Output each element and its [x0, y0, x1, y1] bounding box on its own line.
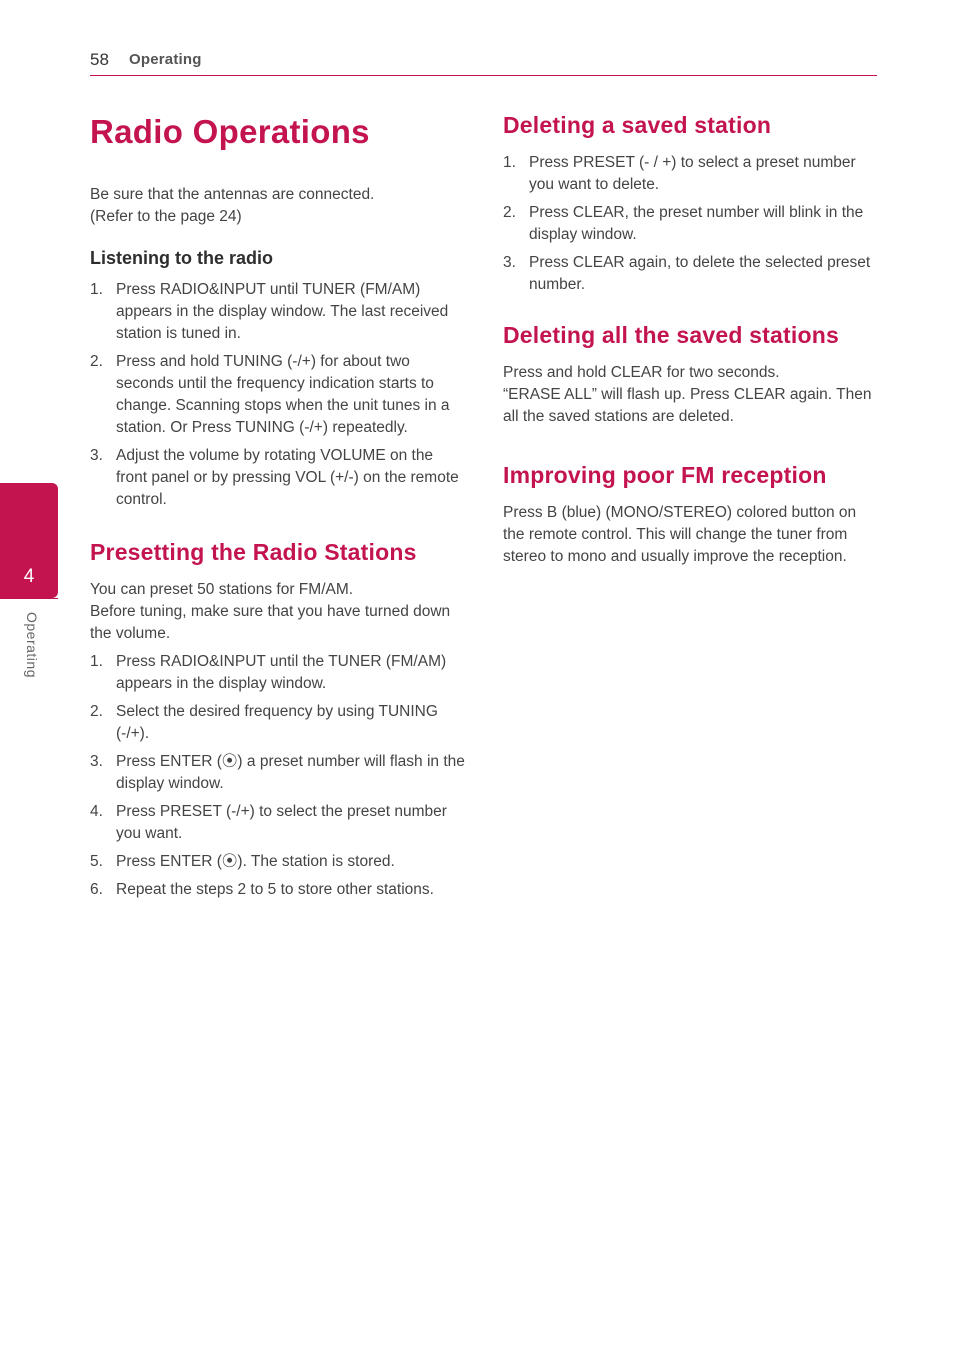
intro-line: Be sure that the antennas are connected. — [90, 186, 375, 203]
list-item: 1. Press RADIO&INPUT until the TUNER (FM/AM) appears in the display window. — [90, 653, 447, 692]
intro-line: (Refer to the page 24) — [90, 208, 242, 225]
chapter-number: 4 — [23, 566, 35, 587]
list-item: 1. Press PRESET (- / +) to select a preset number you want to delete. — [503, 154, 856, 193]
deleting-all-line: “ERASE ALL” will flash up. Press CLEAR again. Then all the saved stations are deleted. — [503, 386, 872, 425]
deleting-all-heading: Deleting all the saved stations — [503, 322, 839, 348]
presetting-heading: Presetting the Radio Stations — [90, 539, 417, 565]
deleting-all-line: Press and hold CLEAR for two seconds. — [503, 364, 780, 381]
deleting-station-steps — [503, 152, 881, 296]
presetting-steps — [90, 651, 466, 901]
list-item: 4. Press PRESET (-/+) to select the preset number you want. — [90, 803, 447, 842]
header-section-label: Operating — [129, 51, 202, 68]
chapter-label: Operating — [24, 612, 40, 678]
list-item: 3. Press ENTER (⦿) a preset number will flash in the display window. — [90, 753, 465, 792]
intro-text — [90, 184, 466, 228]
deleting-all-text — [503, 362, 881, 428]
page-number: 58 — [90, 50, 109, 69]
list-item: 3. Adjust the volume by rotating VOLUME on the front panel or by pressing VOL (+/-) on the remote control. — [90, 447, 459, 508]
list-item: 2. Select the desired frequency by using TUNING (-/+). — [90, 703, 438, 742]
listening-steps — [90, 279, 466, 511]
improving-heading: Improving poor FM reception — [503, 462, 827, 488]
presetting-intro — [90, 579, 466, 645]
list-item: 2. Press and hold TUNING (-/+) for about two seconds until the frequency indication starts to change. Scanning stops when the unit tunes in a station. Or Press TUNING (-/+) repeatedly. — [90, 353, 450, 436]
list-item: 6. Repeat the steps 2 to 5 to store other stations. — [90, 881, 434, 898]
listening-heading: Listening to the radio — [90, 248, 273, 268]
deleting-station-heading: Deleting a saved station — [503, 112, 772, 138]
left-column — [90, 110, 466, 907]
chapter-tab-divider — [0, 598, 58, 599]
presetting-intro-line: You can preset 50 stations for FM/AM. — [90, 581, 354, 598]
list-item: 5. Press ENTER (⦿). The station is stored. — [90, 853, 395, 870]
presetting-intro-line: Before tuning, make sure that you have turned down the volume. — [90, 603, 451, 642]
list-item: 2. Press CLEAR, the preset number will blink in the display window. — [503, 204, 864, 243]
page-header — [90, 48, 877, 76]
page-title: Radio Operations — [90, 113, 370, 150]
improving-text: Press B (blue) (MONO/STEREO) colored button on the remote control. This will change the tuner from stereo to mono and usually improve the reception. — [503, 504, 857, 565]
right-column — [503, 110, 881, 568]
list-item: 1. Press RADIO&INPUT until TUNER (FM/AM) appears in the display window. The last received station is tuned in. — [90, 281, 449, 342]
list-item: 3. Press CLEAR again, to delete the selected preset number. — [503, 254, 871, 293]
